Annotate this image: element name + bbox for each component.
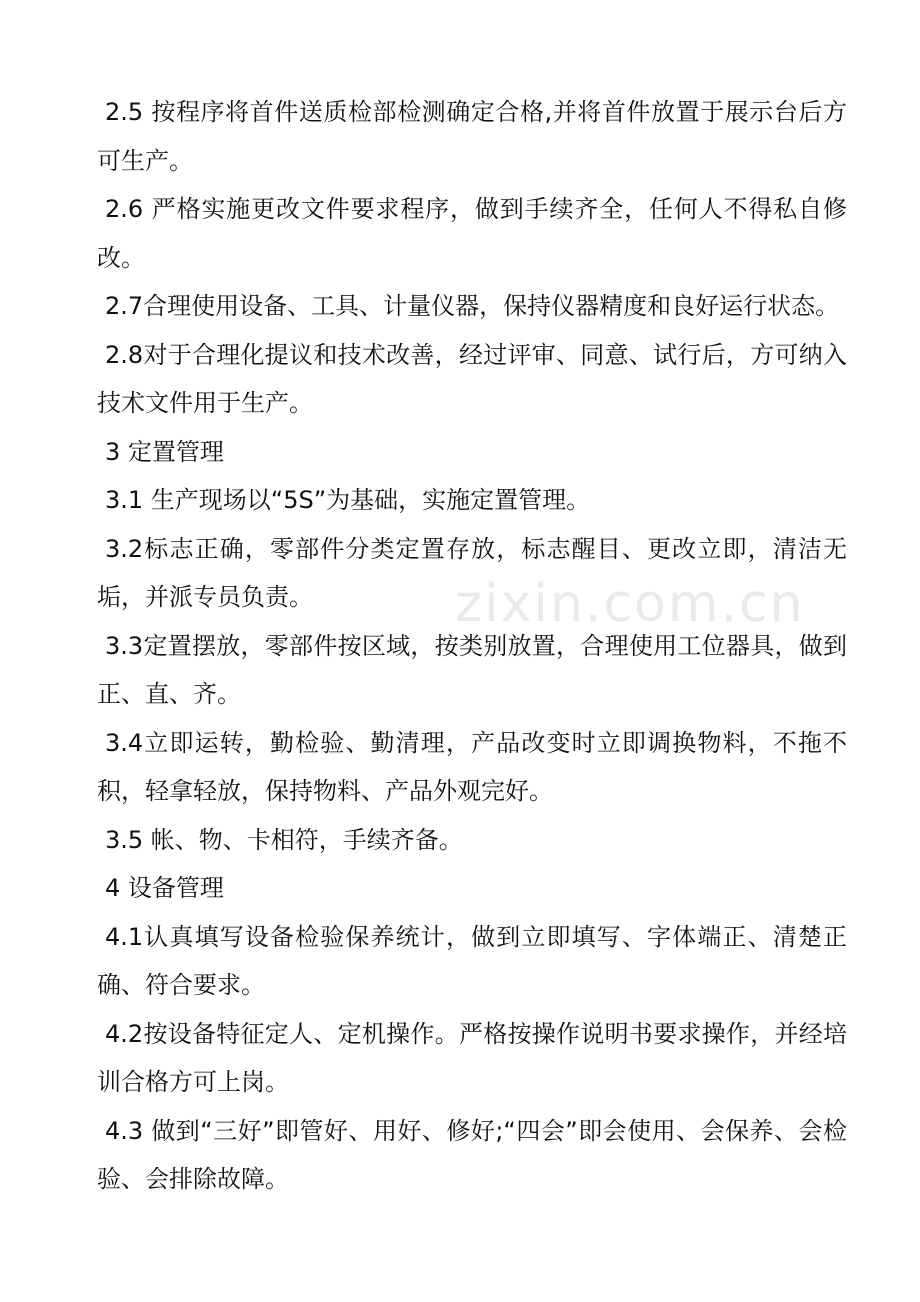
paragraph-3-5 [97,816,847,865]
paragraph-4-3 [97,1107,847,1204]
item-text: 定置摆放，零部件按区域，按类别放置，合理使用工位器具，做到正、直、齐。 [97,631,847,708]
item-text: 对于合理化提议和技术改善，经过评审、同意、试行后，方可纳入技术文件用于生产。 [97,340,847,417]
item-text: 合理使用设备、工具、计量仪器，保持仪器精度和良好运行状态。 [143,292,840,320]
item-number: 2.5 [105,98,152,126]
item-text: 帐、物、卡相符，手续齐备。 [150,825,463,854]
paragraph-4-1 [97,913,847,1010]
item-text: 立即运转，勤检验、勤清理，产品改变时立即调换物料，不拖不积，轻拿轻放，保持物料、产品外观完好。 [97,728,847,805]
item-text: 标志正确，零部件分类定置存放，标志醒目、更改立即，清洁无垢，并派专员负责。 [97,534,847,611]
section-heading-4 [97,864,847,913]
paragraph-2-6 [97,185,847,282]
section-number: 4 [105,874,128,902]
item-text: 做到“三好”即管好、用好、修好;“四会”即会使用、会保养、会检验、会排除故障。 [97,1116,847,1193]
item-number: 3.4 [105,728,144,757]
item-number: 2.6 [105,195,152,223]
section-title: 定置管理 [127,437,224,466]
item-number: 3.5 [105,825,151,854]
paragraph-3-3 [97,622,847,719]
item-text: 严格实施更改文件要求程序，做到手续齐全，任何人不得私自修改。 [97,195,848,272]
item-text: 生产现场以“5S”为基础，实施定置管理。 [150,486,591,514]
item-number: 3.2 [105,534,144,563]
item-text: 认真填写设备检验保养统计，做到立即填写、字体端正、清楚正确、符合要求。 [97,922,847,999]
item-number: 2.8 [105,340,144,369]
section-heading-3 [97,428,847,477]
item-number: 4.3 [105,1116,152,1145]
item-text: 按程序将首件送质检部检测确定合格,并将首件放置于展示台后方可生产。 [97,98,847,175]
section-number: 3 [105,437,128,466]
watermark: zixin.com.cn [455,574,805,634]
document-body [97,88,847,1204]
paragraph-2-8 [97,331,847,428]
item-number: 4.1 [105,922,144,951]
item-number: 4.2 [105,1019,144,1048]
paragraph-3-1 [97,476,847,525]
paragraph-2-5 [97,88,847,185]
paragraph-2-7 [97,282,847,331]
item-text: 按设备特征定人、定机操作。严格按操作说明书要求操作，并经培训合格方可上岗。 [97,1019,847,1096]
item-number: 2.7 [105,292,144,320]
section-title: 设备管理 [127,874,224,902]
item-number: 3.1 [105,486,151,514]
paragraph-3-2 [97,525,847,622]
paragraph-3-4 [97,719,847,816]
item-number: 3.3 [105,631,144,660]
paragraph-4-2 [97,1010,847,1107]
